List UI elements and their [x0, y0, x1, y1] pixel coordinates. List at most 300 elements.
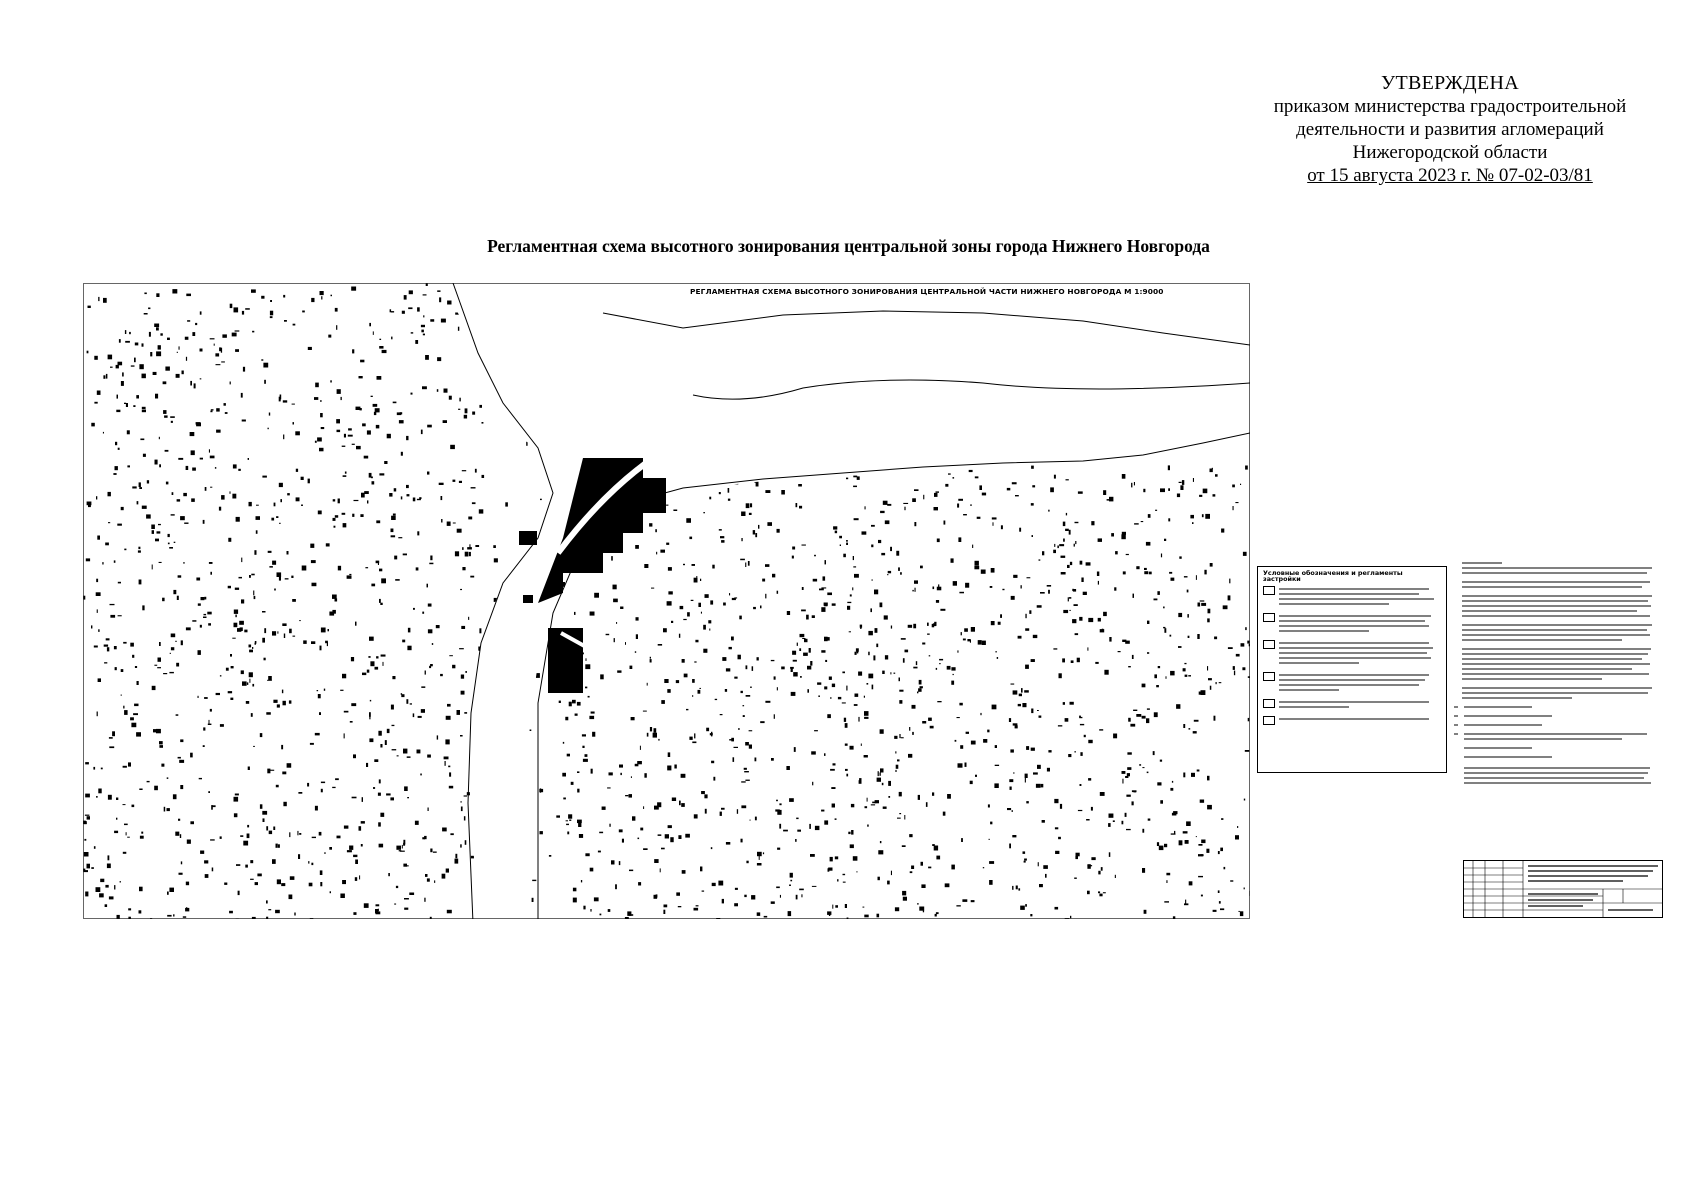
- building-mark: [409, 290, 413, 294]
- building-mark: [672, 798, 676, 802]
- building-mark: [1053, 550, 1056, 553]
- building-mark: [268, 428, 269, 430]
- building-mark: [749, 745, 752, 749]
- building-mark: [299, 833, 301, 835]
- building-mark: [1196, 836, 1197, 837]
- building-mark: [876, 644, 878, 648]
- building-mark: [1011, 596, 1015, 600]
- building-mark: [462, 547, 464, 550]
- building-mark: [728, 488, 730, 493]
- building-mark: [915, 588, 916, 592]
- building-mark: [1147, 652, 1149, 654]
- illegible-legend-text: [1279, 716, 1439, 724]
- building-mark: [630, 666, 633, 669]
- building-mark: [177, 499, 181, 501]
- building-mark: [781, 667, 785, 670]
- building-mark: [888, 781, 891, 786]
- building-mark: [186, 294, 191, 297]
- building-mark: [620, 607, 623, 610]
- building-mark: [370, 661, 374, 666]
- building-mark: [712, 565, 714, 569]
- building-mark: [903, 503, 908, 504]
- building-mark: [184, 523, 188, 524]
- building-mark: [699, 688, 701, 689]
- building-mark: [853, 476, 857, 478]
- building-mark: [249, 502, 252, 506]
- building-mark: [704, 794, 707, 798]
- building-mark: [912, 705, 916, 709]
- building-mark: [284, 320, 287, 322]
- building-mark: [765, 564, 769, 567]
- building-mark: [275, 910, 280, 913]
- building-mark: [108, 492, 111, 496]
- building-mark: [755, 758, 757, 762]
- building-mark: [224, 883, 227, 885]
- building-mark: [138, 550, 141, 552]
- building-mark: [424, 898, 425, 902]
- building-mark: [272, 859, 276, 864]
- building-mark: [786, 766, 790, 770]
- building-mark: [609, 824, 610, 827]
- building-mark: [159, 437, 160, 439]
- building-mark: [1025, 665, 1029, 669]
- building-mark: [408, 307, 412, 309]
- building-mark: [709, 629, 710, 631]
- building-mark: [482, 475, 485, 478]
- building-mark: [464, 712, 467, 714]
- building-mark: [864, 915, 868, 918]
- building-mark: [636, 634, 638, 639]
- building-mark: [351, 703, 356, 706]
- building-mark: [904, 507, 905, 511]
- building-mark: [1012, 810, 1013, 812]
- building-mark: [969, 470, 973, 472]
- building-mark: [1084, 735, 1086, 737]
- building-mark: [362, 423, 366, 426]
- building-mark: [800, 634, 805, 637]
- building-mark: [1012, 835, 1016, 837]
- building-mark: [250, 860, 253, 863]
- building-mark: [829, 677, 832, 680]
- building-mark: [209, 449, 210, 452]
- building-mark: [891, 626, 892, 629]
- building-mark: [352, 514, 354, 517]
- building-mark: [745, 780, 749, 781]
- building-mark: [963, 514, 967, 515]
- building-mark: [348, 435, 353, 437]
- building-mark: [209, 562, 213, 564]
- building-mark: [345, 472, 347, 474]
- building-mark: [638, 838, 640, 840]
- building-mark: [350, 721, 353, 723]
- building-mark: [750, 687, 752, 689]
- building-mark: [365, 567, 368, 568]
- building-mark: [746, 695, 751, 697]
- building-mark: [575, 714, 578, 716]
- building-mark: [1218, 851, 1220, 854]
- building-mark: [776, 800, 778, 802]
- building-mark: [1009, 779, 1013, 782]
- building-mark: [729, 647, 732, 649]
- building-mark: [1233, 506, 1234, 510]
- building-mark: [241, 558, 242, 563]
- building-mark: [881, 553, 885, 555]
- building-mark: [208, 724, 212, 725]
- building-mark: [644, 564, 648, 568]
- building-mark: [121, 695, 122, 696]
- building-mark: [847, 606, 850, 610]
- building-mark: [734, 903, 738, 906]
- building-mark: [611, 860, 615, 864]
- building-mark: [393, 402, 397, 404]
- building-mark: [1228, 595, 1231, 600]
- building-mark: [402, 640, 405, 643]
- building-mark: [1107, 499, 1112, 501]
- building-mark: [934, 846, 938, 851]
- building-mark: [1065, 718, 1069, 722]
- building-mark: [1177, 494, 1180, 498]
- building-mark: [824, 686, 827, 689]
- building-mark: [663, 910, 665, 914]
- building-mark: [102, 562, 103, 564]
- building-mark: [155, 460, 158, 465]
- building-mark: [97, 609, 98, 613]
- building-mark: [917, 692, 918, 694]
- building-mark: [901, 638, 906, 640]
- building-mark: [664, 679, 668, 683]
- building-mark: [611, 556, 613, 561]
- building-mark: [856, 871, 857, 872]
- building-mark: [556, 815, 560, 817]
- building-mark: [220, 724, 224, 727]
- building-mark: [1075, 633, 1079, 635]
- building-mark: [344, 711, 349, 713]
- building-mark: [317, 690, 319, 691]
- building-mark: [376, 425, 380, 429]
- building-mark: [326, 543, 330, 546]
- building-mark: [1038, 862, 1039, 866]
- building-mark: [230, 382, 231, 385]
- building-mark: [1207, 776, 1210, 781]
- building-mark: [843, 882, 846, 883]
- building-mark: [1200, 800, 1204, 803]
- building-mark: [283, 435, 284, 440]
- building-mark: [1141, 521, 1144, 522]
- building-mark: [818, 696, 820, 697]
- building-mark: [877, 778, 881, 782]
- building-mark: [353, 912, 356, 915]
- building-mark: [83, 870, 88, 872]
- building-mark: [393, 514, 396, 516]
- building-mark: [348, 428, 352, 430]
- building-mark: [854, 574, 859, 578]
- building-mark: [125, 330, 126, 334]
- legend-swatch: [1263, 699, 1275, 708]
- building-mark: [617, 670, 621, 672]
- building-mark: [167, 808, 170, 811]
- building-mark: [860, 627, 861, 629]
- building-mark: [302, 566, 307, 571]
- building-mark: [1070, 562, 1072, 565]
- building-mark: [462, 567, 465, 570]
- building-mark: [190, 381, 192, 386]
- building-mark: [710, 600, 713, 604]
- building-mark: [1243, 552, 1247, 556]
- building-mark: [367, 670, 370, 673]
- building-mark: [97, 391, 101, 395]
- building-mark: [110, 604, 115, 605]
- building-mark: [238, 469, 241, 471]
- building-mark: [650, 727, 652, 731]
- building-mark: [464, 795, 468, 796]
- building-mark: [179, 760, 184, 763]
- building-mark: [1012, 482, 1017, 484]
- building-mark: [402, 311, 405, 314]
- building-mark: [972, 545, 973, 548]
- building-mark: [1067, 565, 1070, 568]
- building-mark: [741, 839, 743, 843]
- building-mark: [1241, 643, 1245, 646]
- building-mark: [87, 816, 90, 819]
- building-mark: [937, 587, 942, 591]
- building-mark: [319, 832, 322, 836]
- building-mark: [372, 481, 375, 484]
- building-mark: [216, 693, 220, 695]
- building-mark: [1024, 861, 1026, 863]
- building-mark: [936, 856, 940, 860]
- building-mark: [290, 876, 295, 880]
- building-mark: [148, 308, 150, 310]
- building-mark: [228, 538, 231, 542]
- building-mark: [939, 659, 943, 661]
- building-mark: [375, 408, 380, 412]
- building-mark: [142, 343, 144, 346]
- building-mark: [1031, 503, 1034, 506]
- building-mark: [144, 313, 148, 315]
- building-mark: [539, 789, 543, 792]
- building-mark: [171, 634, 176, 638]
- building-mark: [180, 516, 185, 520]
- building-mark: [821, 810, 824, 812]
- building-mark: [650, 657, 651, 659]
- building-mark: [470, 576, 474, 578]
- building-mark: [1113, 820, 1115, 822]
- building-mark: [1098, 871, 1100, 875]
- building-mark: [1068, 597, 1069, 601]
- building-mark: [479, 509, 484, 513]
- building-mark: [1237, 826, 1238, 828]
- building-mark: [953, 581, 957, 586]
- building-mark: [98, 789, 101, 794]
- building-mark: [198, 696, 199, 698]
- building-mark: [581, 880, 582, 882]
- building-mark: [689, 737, 692, 740]
- building-mark: [910, 871, 913, 873]
- building-mark: [793, 660, 797, 662]
- building-mark: [385, 740, 387, 745]
- building-mark: [307, 783, 309, 787]
- building-mark: [735, 888, 738, 890]
- building-mark: [975, 476, 979, 478]
- building-mark: [139, 887, 143, 892]
- building-mark: [298, 792, 302, 794]
- building-mark: [935, 914, 937, 917]
- building-mark: [653, 733, 657, 738]
- building-mark: [171, 514, 175, 515]
- building-mark: [1059, 544, 1064, 546]
- building-mark: [401, 452, 403, 456]
- building-mark: [479, 628, 481, 633]
- building-mark: [460, 589, 462, 590]
- building-mark: [846, 478, 848, 480]
- building-mark: [1128, 718, 1131, 722]
- building-mark: [794, 747, 796, 752]
- building-mark: [1018, 704, 1021, 706]
- building-mark: [229, 911, 233, 914]
- building-mark: [239, 577, 243, 579]
- building-mark: [795, 839, 797, 842]
- building-mark: [953, 674, 954, 675]
- building-mark: [981, 570, 986, 574]
- building-mark: [107, 864, 111, 869]
- building-mark: [1111, 533, 1114, 536]
- building-mark: [1122, 640, 1126, 642]
- building-mark: [134, 704, 138, 707]
- building-mark: [139, 580, 142, 585]
- building-mark: [311, 863, 313, 865]
- building-mark: [1077, 658, 1080, 663]
- building-mark: [302, 311, 305, 313]
- building-mark: [1074, 604, 1078, 606]
- building-mark: [421, 430, 423, 435]
- building-mark: [105, 904, 108, 907]
- building-mark: [378, 731, 381, 736]
- building-mark: [408, 628, 411, 633]
- building-mark: [569, 702, 572, 707]
- building-mark: [157, 531, 161, 533]
- building-mark: [945, 883, 950, 887]
- building-mark: [566, 824, 569, 825]
- building-mark: [713, 777, 715, 781]
- building-mark: [465, 671, 467, 673]
- building-mark: [105, 885, 108, 888]
- building-mark: [614, 638, 615, 642]
- building-mark: [177, 596, 179, 600]
- building-mark: [705, 809, 707, 814]
- building-mark: [138, 547, 140, 549]
- building-mark: [1168, 518, 1170, 521]
- building-mark: [103, 298, 107, 303]
- legend-swatch: [1263, 586, 1275, 595]
- building-mark: [1219, 901, 1221, 904]
- building-mark: [671, 621, 673, 623]
- building-mark: [342, 513, 346, 515]
- building-mark: [899, 690, 903, 692]
- building-mark: [388, 873, 390, 876]
- building-mark: [1133, 710, 1137, 711]
- building-mark: [650, 659, 652, 662]
- building-mark: [857, 476, 860, 480]
- building-mark: [1143, 489, 1145, 492]
- building-mark: [965, 583, 969, 588]
- building-mark: [585, 687, 587, 689]
- building-mark: [119, 339, 121, 343]
- building-mark: [234, 623, 238, 628]
- building-mark: [701, 791, 705, 794]
- building-mark: [1115, 875, 1116, 878]
- building-mark: [1163, 607, 1165, 609]
- building-mark: [399, 420, 404, 423]
- building-mark: [1157, 591, 1160, 595]
- building-mark: [235, 615, 236, 618]
- building-mark: [909, 727, 910, 731]
- building-mark: [135, 343, 139, 346]
- building-mark: [297, 831, 298, 835]
- building-mark: [799, 889, 804, 891]
- building-mark: [1068, 754, 1071, 757]
- building-mark: [156, 327, 159, 330]
- building-mark: [567, 832, 569, 835]
- building-mark: [450, 833, 453, 835]
- building-mark: [132, 486, 136, 488]
- building-mark: [230, 304, 233, 308]
- building-mark: [658, 739, 659, 741]
- building-mark: [1063, 522, 1066, 527]
- building-mark: [1142, 829, 1144, 833]
- building-mark: [116, 365, 119, 369]
- building-mark: [328, 335, 331, 338]
- building-mark: [104, 662, 107, 663]
- building-mark: [1147, 621, 1149, 624]
- building-mark: [1164, 901, 1169, 902]
- legend-row: [1258, 714, 1446, 728]
- building-mark: [97, 712, 98, 717]
- building-mark: [210, 456, 215, 459]
- legend-row: [1258, 670, 1446, 697]
- building-mark: [1235, 835, 1239, 839]
- building-mark: [858, 672, 862, 676]
- building-mark: [186, 627, 191, 630]
- building-mark: [319, 712, 321, 715]
- building-mark: [436, 625, 440, 628]
- building-mark: [1091, 857, 1095, 860]
- building-mark: [1199, 495, 1202, 497]
- building-mark: [1063, 539, 1065, 542]
- building-mark: [1156, 685, 1159, 687]
- building-mark: [257, 874, 261, 877]
- building-mark: [1087, 891, 1090, 895]
- building-mark: [379, 473, 384, 475]
- building-mark: [172, 289, 177, 293]
- building-mark: [789, 798, 794, 802]
- building-mark: [1133, 594, 1135, 598]
- building-mark: [149, 332, 151, 337]
- building-mark: [1182, 480, 1184, 485]
- building-mark: [293, 324, 296, 326]
- building-mark: [220, 836, 222, 839]
- building-mark: [178, 458, 183, 460]
- building-mark: [874, 590, 878, 595]
- building-mark: [1184, 576, 1188, 577]
- building-mark: [343, 475, 347, 477]
- building-mark: [983, 867, 984, 868]
- building-mark: [682, 659, 685, 663]
- building-mark: [760, 721, 764, 723]
- building-mark: [880, 511, 885, 513]
- building-mark: [824, 820, 828, 824]
- building-mark: [740, 559, 745, 561]
- building-mark: [606, 634, 610, 635]
